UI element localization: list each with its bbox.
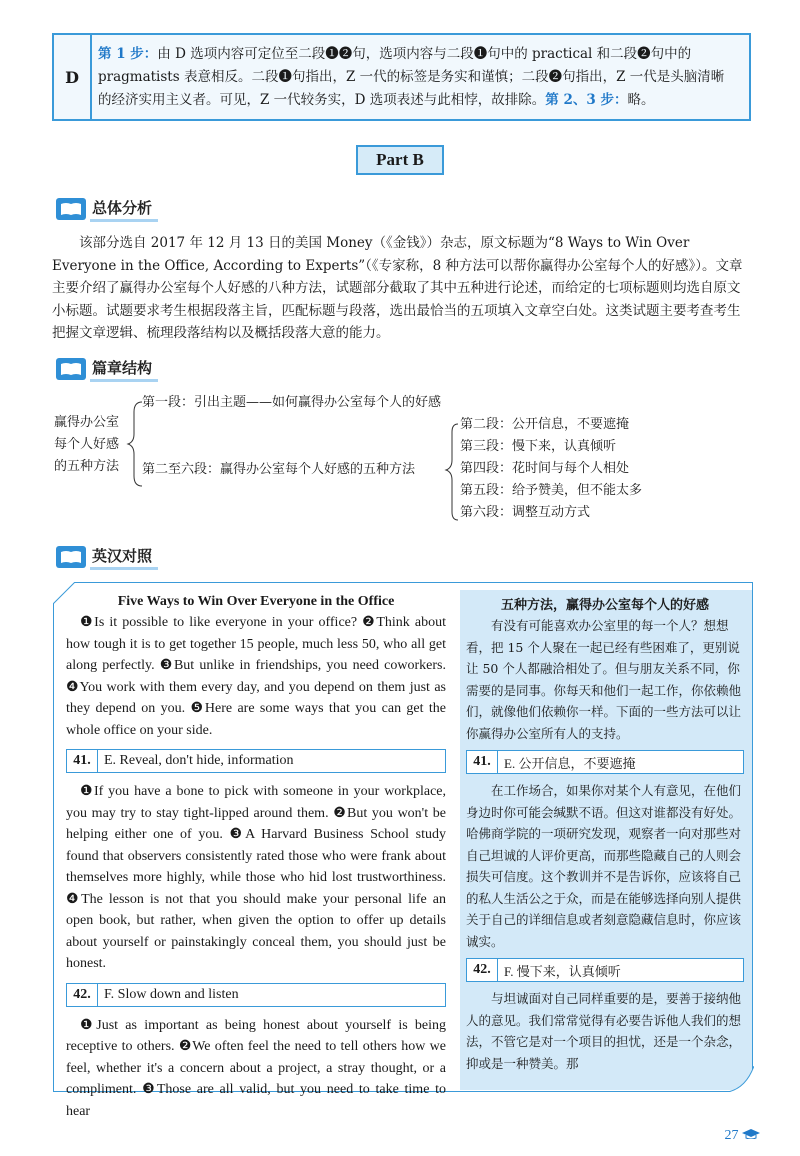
page-number-text: 27 (724, 1128, 739, 1143)
book-icon (56, 546, 86, 568)
structure-branch-2: 第二至六段：赢得办公室每个人好感的五种方法 (142, 462, 416, 477)
structure-root (54, 412, 134, 478)
english-paragraph-1: ❶Is it possible to like everyone in your office? ❷Think about how tough it is to get together 15 people, much less 50, who all get along perfectly. ❸But unlike in friendships, you need coworkers. ❹You work with them every day, and you depend on them just as they depend on you. ❺Here are some ways that you can get the whole office on your side. (66, 615, 446, 738)
structure-branch-1: 第一段：引出主题——如何赢得办公室每个人的好感 (142, 395, 442, 410)
structure-sub-item: 第五段：给予赞美，但不能太多 (460, 483, 643, 498)
structure-root-line: 的五种方法 (54, 459, 120, 474)
chinese-title: 五种方法，赢得办公室每个人的好感 (500, 598, 709, 613)
question-42-answer-cn (466, 958, 744, 982)
question-41-number: 41. (67, 750, 98, 772)
option-d-label: D (54, 35, 92, 119)
step23-label: 第 2、3 步： (545, 92, 628, 108)
structure-header (56, 356, 158, 382)
step1-label: 第 1 步： (98, 46, 158, 62)
brace-icon (440, 418, 462, 526)
overview-header (56, 196, 158, 222)
structure-title: 篇章结构 (90, 357, 158, 382)
question-42-option-en: F. Slow down and listen (104, 986, 239, 1002)
option-d-line3-end: 略。 (627, 92, 655, 108)
overview-title: 总体分析 (90, 197, 158, 222)
chinese-paragraph-1: 有没有可能喜欢办公室里的每一个人？想想看，把 15 个人聚在一起已经有些困难了，更别说让 50 个人都融洽相处了。但与朋友关系不同，你需要的是同事。你每天和他们一起工作，你依赖他们，就像他们依赖你一样。下面的一些方法可以让你赢得办公室所有人的支持。 (466, 618, 742, 741)
chinese-paragraph-2: 在工作场合，如果你对某个人有意见，在他们身边时你可能会缄默不语。但这对谁都没有好处。哈佛商学院的一项研究发现，观察者一向对那些对自己坦诚的人评价更高，而那些隐藏自己的人则会损失可信度。这个教训并不是告诉你，应该将自己的私人生活公之于众，而是在能够选择向别人提供关于自己的详细信息或者刻意隐藏信息时，你应该诚实。 (466, 783, 742, 949)
book-icon (56, 358, 86, 380)
chinese-paragraph-3: 与坦诚面对自己同样重要的是，要善于接纳他人的意见。我们常常觉得有必要告诉他人我们的想法，不管它是对一个项目的担忧，还是一个杂念，抑或是一种赞美。那 (466, 991, 742, 1071)
question-41-answer-en (66, 749, 446, 773)
option-d-box (52, 33, 751, 121)
english-paragraph-3: ❶Just as important as being honest about yourself is being receptive to others. ❷We often feel the need to tell others how we feel, whether it's a concern about a project, a stray thought, or a compliment. ❸Those are all valid, but you need to take time to hear (66, 1017, 446, 1119)
overview-text: 该部分选自 2017 年 12 月 13 日的美国 Money（《金钱》）杂志，原文标题为“8 Ways to Win Over Everyone in the Office, According to Experts”（《专家称，8 种方法可以帮你赢得办公室每个人的好感》）。文章主要介绍了赢得办公室每个人好感的八种方法，试题部分截取了其中五种进行论述，而给定的七项标题则均选自原文小标题。试题要求考生根据段落主旨，匹配标题与段落，选出最恰当的五项填入文章空白处。这类试题主要考查考生把握文章逻辑、梳理段落结构以及概括段落大意的能力。 (52, 235, 743, 341)
option-d-text (98, 43, 746, 112)
english-column (66, 594, 446, 1122)
question-41-option-en: E. Reveal, don't hide, information (104, 753, 294, 768)
bilingual-title: 英汉对照 (90, 545, 158, 570)
option-d-line3: 的经济实用主义者。可见，Z 一代较务实，D 选项表述与此相悖，故排除。 (98, 92, 546, 108)
chinese-column (466, 594, 744, 1074)
page-curl-icon (728, 1066, 754, 1092)
english-paragraph-2: ❶If you have a bone to pick with someone in your workplace, you may try to stay tight-lipped around them. ❷But you won't be helping either one of you. ❸A Harvard Business School study found that observers consistently rated those who were frank about themselves more highly, while those who hid lost trustworthiness. ❹The lesson is not that you should make your personal life an open book, but rather, when given the option to offer up details about yourself or painstakingly conceal them, you should just be honest. (66, 784, 446, 971)
option-d-line1: 由 D 选项内容可定位至二段❶❷句，选项内容与二段❶句中的 practical 和二段❷句中的 (157, 46, 692, 62)
question-42-number: 42. (467, 959, 498, 981)
structure-sub-item: 第三段：慢下来，认真倾听 (460, 439, 617, 454)
part-b-heading: Part B (356, 145, 444, 175)
structure-root-line: 赢得办公室 (54, 415, 120, 430)
graduation-cap-icon (742, 1129, 760, 1139)
book-icon (56, 198, 86, 220)
bilingual-header (56, 544, 158, 570)
question-41-number: 41. (467, 751, 498, 773)
page-number (725, 1128, 761, 1144)
question-42-answer-en (66, 983, 446, 1007)
structure-root-line: 每个人好感 (54, 437, 120, 452)
structure-sub-list (460, 414, 642, 524)
question-42-number: 42. (67, 984, 98, 1006)
question-41-answer-cn (466, 750, 744, 774)
english-title: Five Ways to Win Over Everyone in the Office (117, 594, 395, 609)
option-d-line2: pragmatists 表意相反。二段❶句指出，Z 一代的标签是务实和谨慎；二段❷句指出，Z 一代是头脑清晰 (98, 69, 725, 85)
structure-sub-item: 第四段：花时间与每个人相处 (460, 461, 630, 476)
question-41-option-cn: E. 公开信息，不要遮掩 (504, 755, 636, 771)
question-42-option-cn: F. 慢下来，认真倾听 (504, 963, 621, 979)
structure-sub-item: 第二段：公开信息，不要遮掩 (460, 417, 630, 432)
structure-sub-item: 第六段：调整互动方式 (460, 505, 591, 520)
